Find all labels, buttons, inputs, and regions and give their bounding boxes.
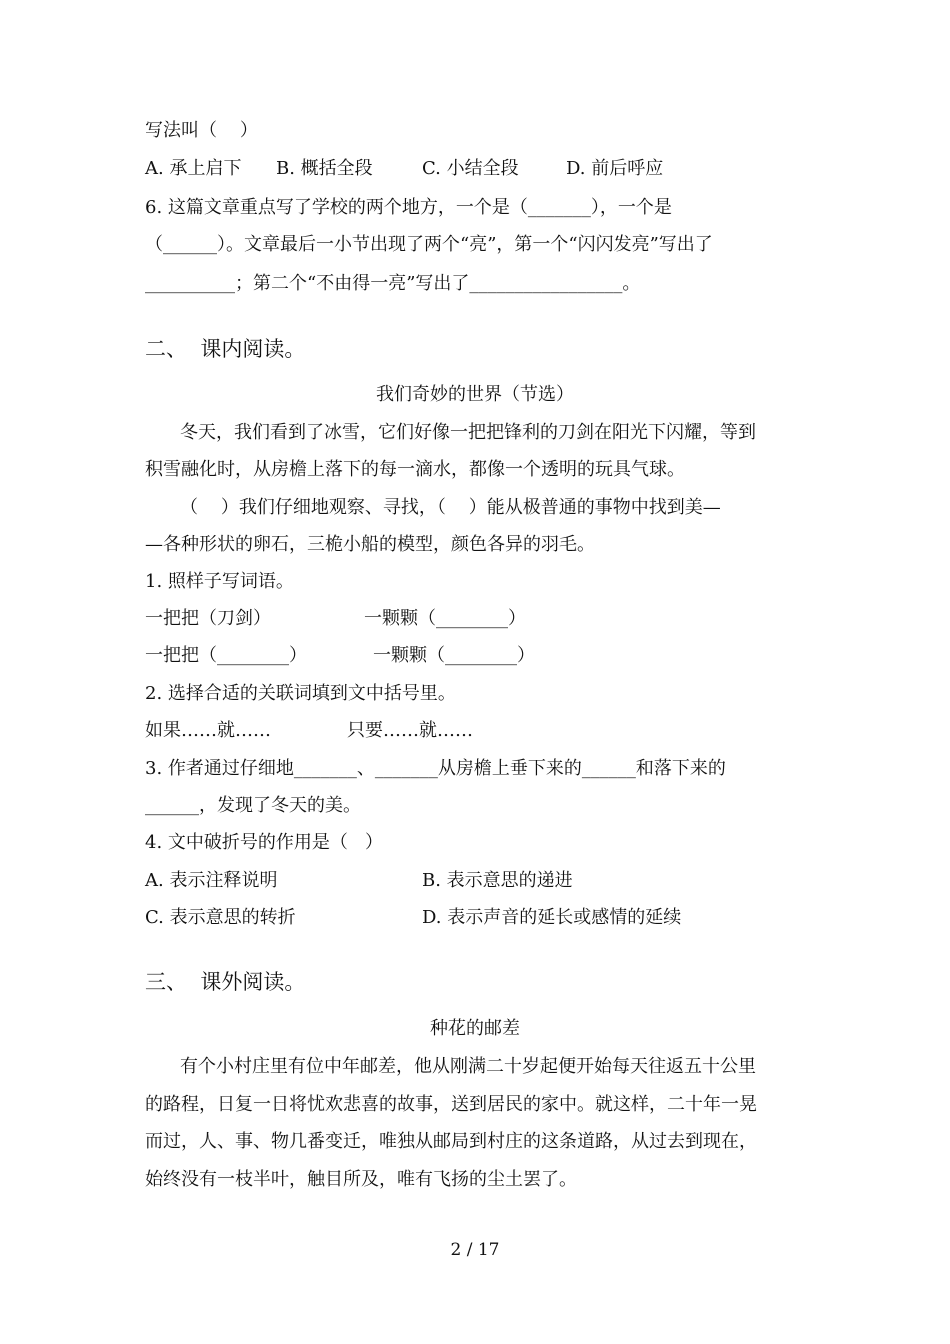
q5-option-a: A. 承上启下	[145, 158, 242, 179]
question-2: 2. 选择合适的关联词填到文中括号里。	[145, 683, 456, 704]
section-heading-3: 三、 课外阅读。	[145, 970, 306, 994]
q1-row2-right: 一颗颗（________）	[373, 645, 535, 666]
q2-option-1: 如果……就……	[145, 720, 271, 741]
passage-1-para-2-line-1: （ ）我们仔细地观察、寻找，（ ）能从极普通的事物中找到美—	[180, 497, 721, 518]
q4-option-a: A. 表示注释说明	[145, 870, 278, 891]
q6-line-2: （______）。文章最后一小节出现了两个“亮”，第一个“闪闪发亮”写出了	[145, 234, 713, 255]
passage-2-line-1: 有个小村庄里有位中年邮差，他从刚满二十岁起便开始每天往返五十公里	[180, 1056, 756, 1077]
q5-option-b: B. 概括全段	[276, 158, 373, 179]
passage-1-para-1-line-1: 冬天，我们看到了冰雪，它们好像一把把锋利的刀剑在阳光下闪耀，等到	[180, 422, 756, 443]
q6-line-1: 6. 这篇文章重点写了学校的两个地方，一个是（_______），一个是	[145, 197, 672, 218]
q2-option-2: 只要……就……	[347, 720, 473, 741]
passage-2-line-2: 的路程，日复一日将忧欢悲喜的故事，送到居民的家中。就这样，二十年一晃	[145, 1094, 757, 1115]
passage-2-line-3: 而过，人、事、物几番变迁，唯独从邮局到村庄的这条道路，从过去到现在，	[145, 1131, 757, 1152]
passage-1-para-1-line-2: 积雪融化时，从房檐上落下的每一滴水，都像一个透明的玩具气球。	[145, 459, 685, 480]
q5-option-c: C. 小结全段	[422, 158, 519, 179]
q1-example-right: 一颗颗（________）	[364, 608, 526, 629]
q5-option-d: D. 前后呼应	[566, 158, 664, 179]
q6-line-3: __________；第二个“不由得一亮”写出了_________________。	[145, 273, 641, 294]
question-1: 1. 照样子写词语。	[145, 571, 294, 592]
q1-example-left: 一把把（刀剑）	[145, 608, 271, 629]
passage-1-para-2-line-2: —各种形状的卵石，三桅小船的模型，颜色各异的羽毛。	[145, 534, 595, 555]
passage-title-2: 种花的邮差	[430, 1018, 520, 1039]
page-number: 2 / 17	[450, 1240, 500, 1260]
question-3-line-2: ______，发现了冬天的美。	[145, 795, 361, 816]
q4-option-c: C. 表示意思的转折	[145, 907, 296, 928]
passage-2-line-4: 始终没有一枝半叶，触目所及，唯有飞扬的尘土罢了。	[145, 1169, 577, 1190]
q5-continuation: 写法叫（ ）	[145, 120, 258, 141]
q1-row2-left: 一把把（________）	[145, 645, 307, 666]
question-3-line-1: 3. 作者通过仔细地_______、_______从房檐上垂下来的______和落下来的	[145, 758, 726, 779]
passage-title-1: 我们奇妙的世界（节选）	[376, 384, 574, 405]
q4-option-d: D. 表示声音的延长或感情的延续	[422, 907, 682, 928]
question-4: 4. 文中破折号的作用是（ ）	[145, 832, 384, 853]
q4-option-b: B. 表示意思的递进	[422, 870, 573, 891]
section-heading-2: 二、 课内阅读。	[145, 337, 306, 361]
